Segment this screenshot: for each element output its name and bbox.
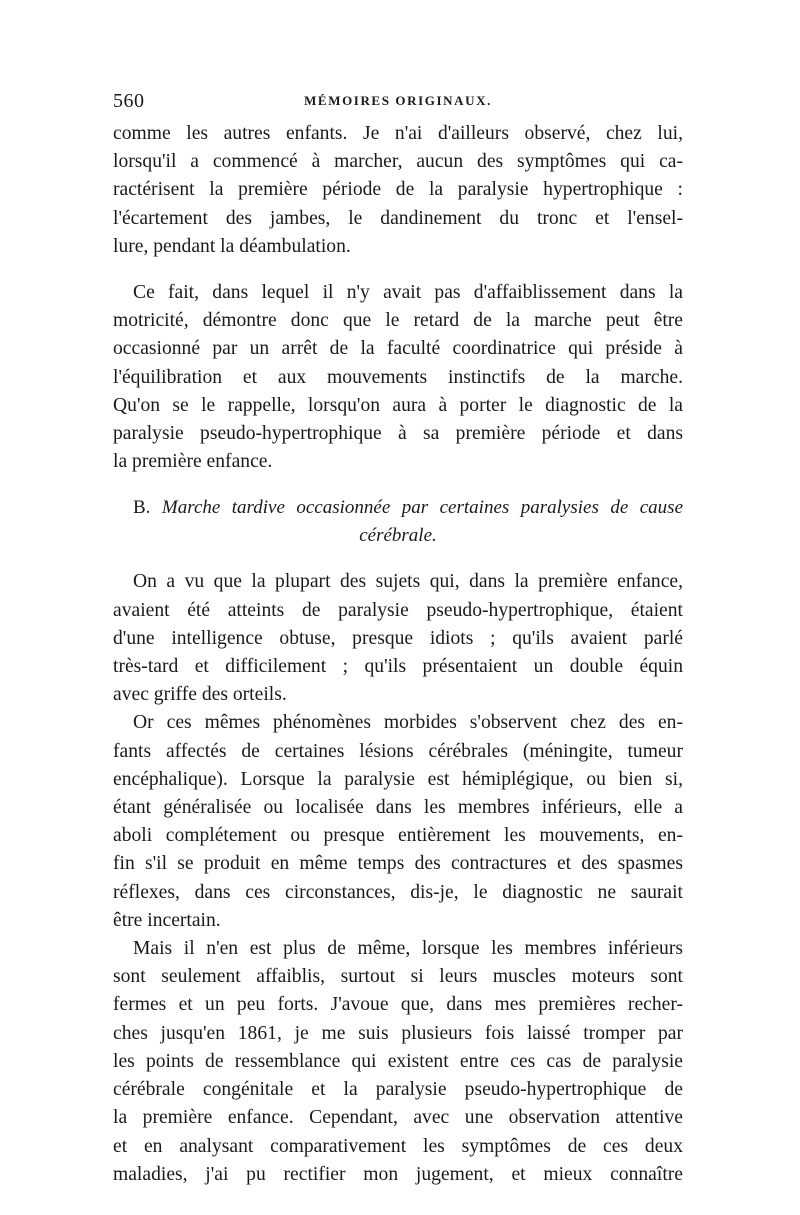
text-line: l'écartement des jambes, le dandinement du tronc et l'ensel- (113, 207, 683, 229)
text-line: Ce fait, dans lequel il n'y avait pas d'affaiblissement dans la (133, 282, 683, 304)
text-line: réflexes, dans ces circonstances, dis-je, le diagnostic ne saurait (113, 881, 683, 903)
text-line: fermes et un peu forts. J'avoue que, dans mes premières recher- (113, 994, 683, 1016)
text-line: encéphalique). Lorsque la paralysie est hémiplégique, ou bien si, (113, 768, 683, 790)
text-line: Or ces mêmes phénomènes morbides s'observent chez des en- (133, 712, 683, 734)
text-line: les points de ressemblance qui existent entre ces cas de paralysie (113, 1050, 683, 1072)
text-line: occasionné par un arrêt de la faculté coordinatrice qui préside à (113, 338, 683, 360)
text-line: ches jusqu'en 1861, je me suis plusieurs fois laissé tromper par (113, 1022, 683, 1044)
section-title-continued: cérébrale. (359, 525, 437, 547)
section-gap (113, 550, 683, 568)
text-line: aboli complétement ou presque entièrement les mouvements, en- (113, 825, 683, 847)
text-line: et en analysant comparativement les symptômes de ces deux (113, 1135, 683, 1157)
section-gap (113, 476, 683, 494)
text-line: avaient été atteints de paralysie pseudo-hypertrophique, étaient (113, 599, 683, 621)
text-line: Qu'on se le rappelle, lorsqu'on aura à porter le diagnostic de la (113, 394, 683, 416)
text-line: ractérisent la première période de la paralysie hypertrophique : (113, 179, 683, 201)
text-line: lure, pendant la déambulation. (113, 235, 351, 257)
text-line: Mais il n'en est plus de même, lorsque les membres inférieurs (133, 938, 683, 960)
text-line: sont seulement affaiblis, surtout si leurs muscles moteurs sont (113, 966, 683, 988)
paragraph (113, 568, 683, 709)
section-title: Marche tardive occasionnée par certaines paralysies de cause (161, 497, 683, 519)
text-line: très-tard et difficilement ; qu'ils présentaient un double équin (113, 656, 683, 678)
text-line: motricité, démontre donc que le retard de la marche peut être (113, 310, 683, 332)
text-line: la première enfance. Cependant, avec une observation attentive (113, 1107, 683, 1129)
text-line: étant généralisée ou localisée dans les membres inférieurs, elle a (113, 797, 683, 819)
page-number: 560 (113, 90, 145, 112)
paragraph (113, 935, 683, 1189)
text-line: maladies, j'ai pu rectifier mon jugement, et mieux connaître (113, 1163, 683, 1185)
paragraph (113, 709, 683, 935)
paragraph-gap (113, 261, 683, 279)
text-line: lorsqu'il a commencé à marcher, aucun des symptômes qui ca- (113, 151, 683, 173)
section-heading (113, 494, 683, 550)
text-line: d'une intelligence obtuse, presque idiots ; qu'ils avaient parlé (113, 627, 683, 649)
text-line: l'équilibration et aux mouvements instinctifs de la marche. (113, 366, 683, 388)
running-title: MÉMOIRES ORIGINAUX. (304, 93, 492, 108)
text-line: fants affectés de certaines lésions cérébrales (méningite, tumeur (113, 740, 683, 762)
paragraph-continuation (113, 120, 683, 261)
text-line: On a vu que la plupart des sujets qui, dans la première enfance, (133, 571, 683, 593)
paragraph (113, 279, 683, 476)
text-line: comme les autres enfants. Je n'ai d'ailleurs observé, chez lui, (113, 123, 683, 144)
text-line: cérébrale congénitale et la paralysie pseudo-hypertrophique de (113, 1079, 683, 1101)
section-letter: B. (133, 497, 151, 519)
text-line: paralysie pseudo-hypertrophique à sa première période et dans (113, 423, 683, 445)
book-page (113, 90, 683, 1189)
text-line: la première enfance. (113, 451, 273, 473)
text-line: être incertain. (113, 909, 221, 931)
text-line: fin s'il se produit en même temps des contractures et des spasmes (113, 853, 683, 875)
text-line: avec griffe des orteils. (113, 684, 287, 706)
running-head (113, 90, 683, 112)
